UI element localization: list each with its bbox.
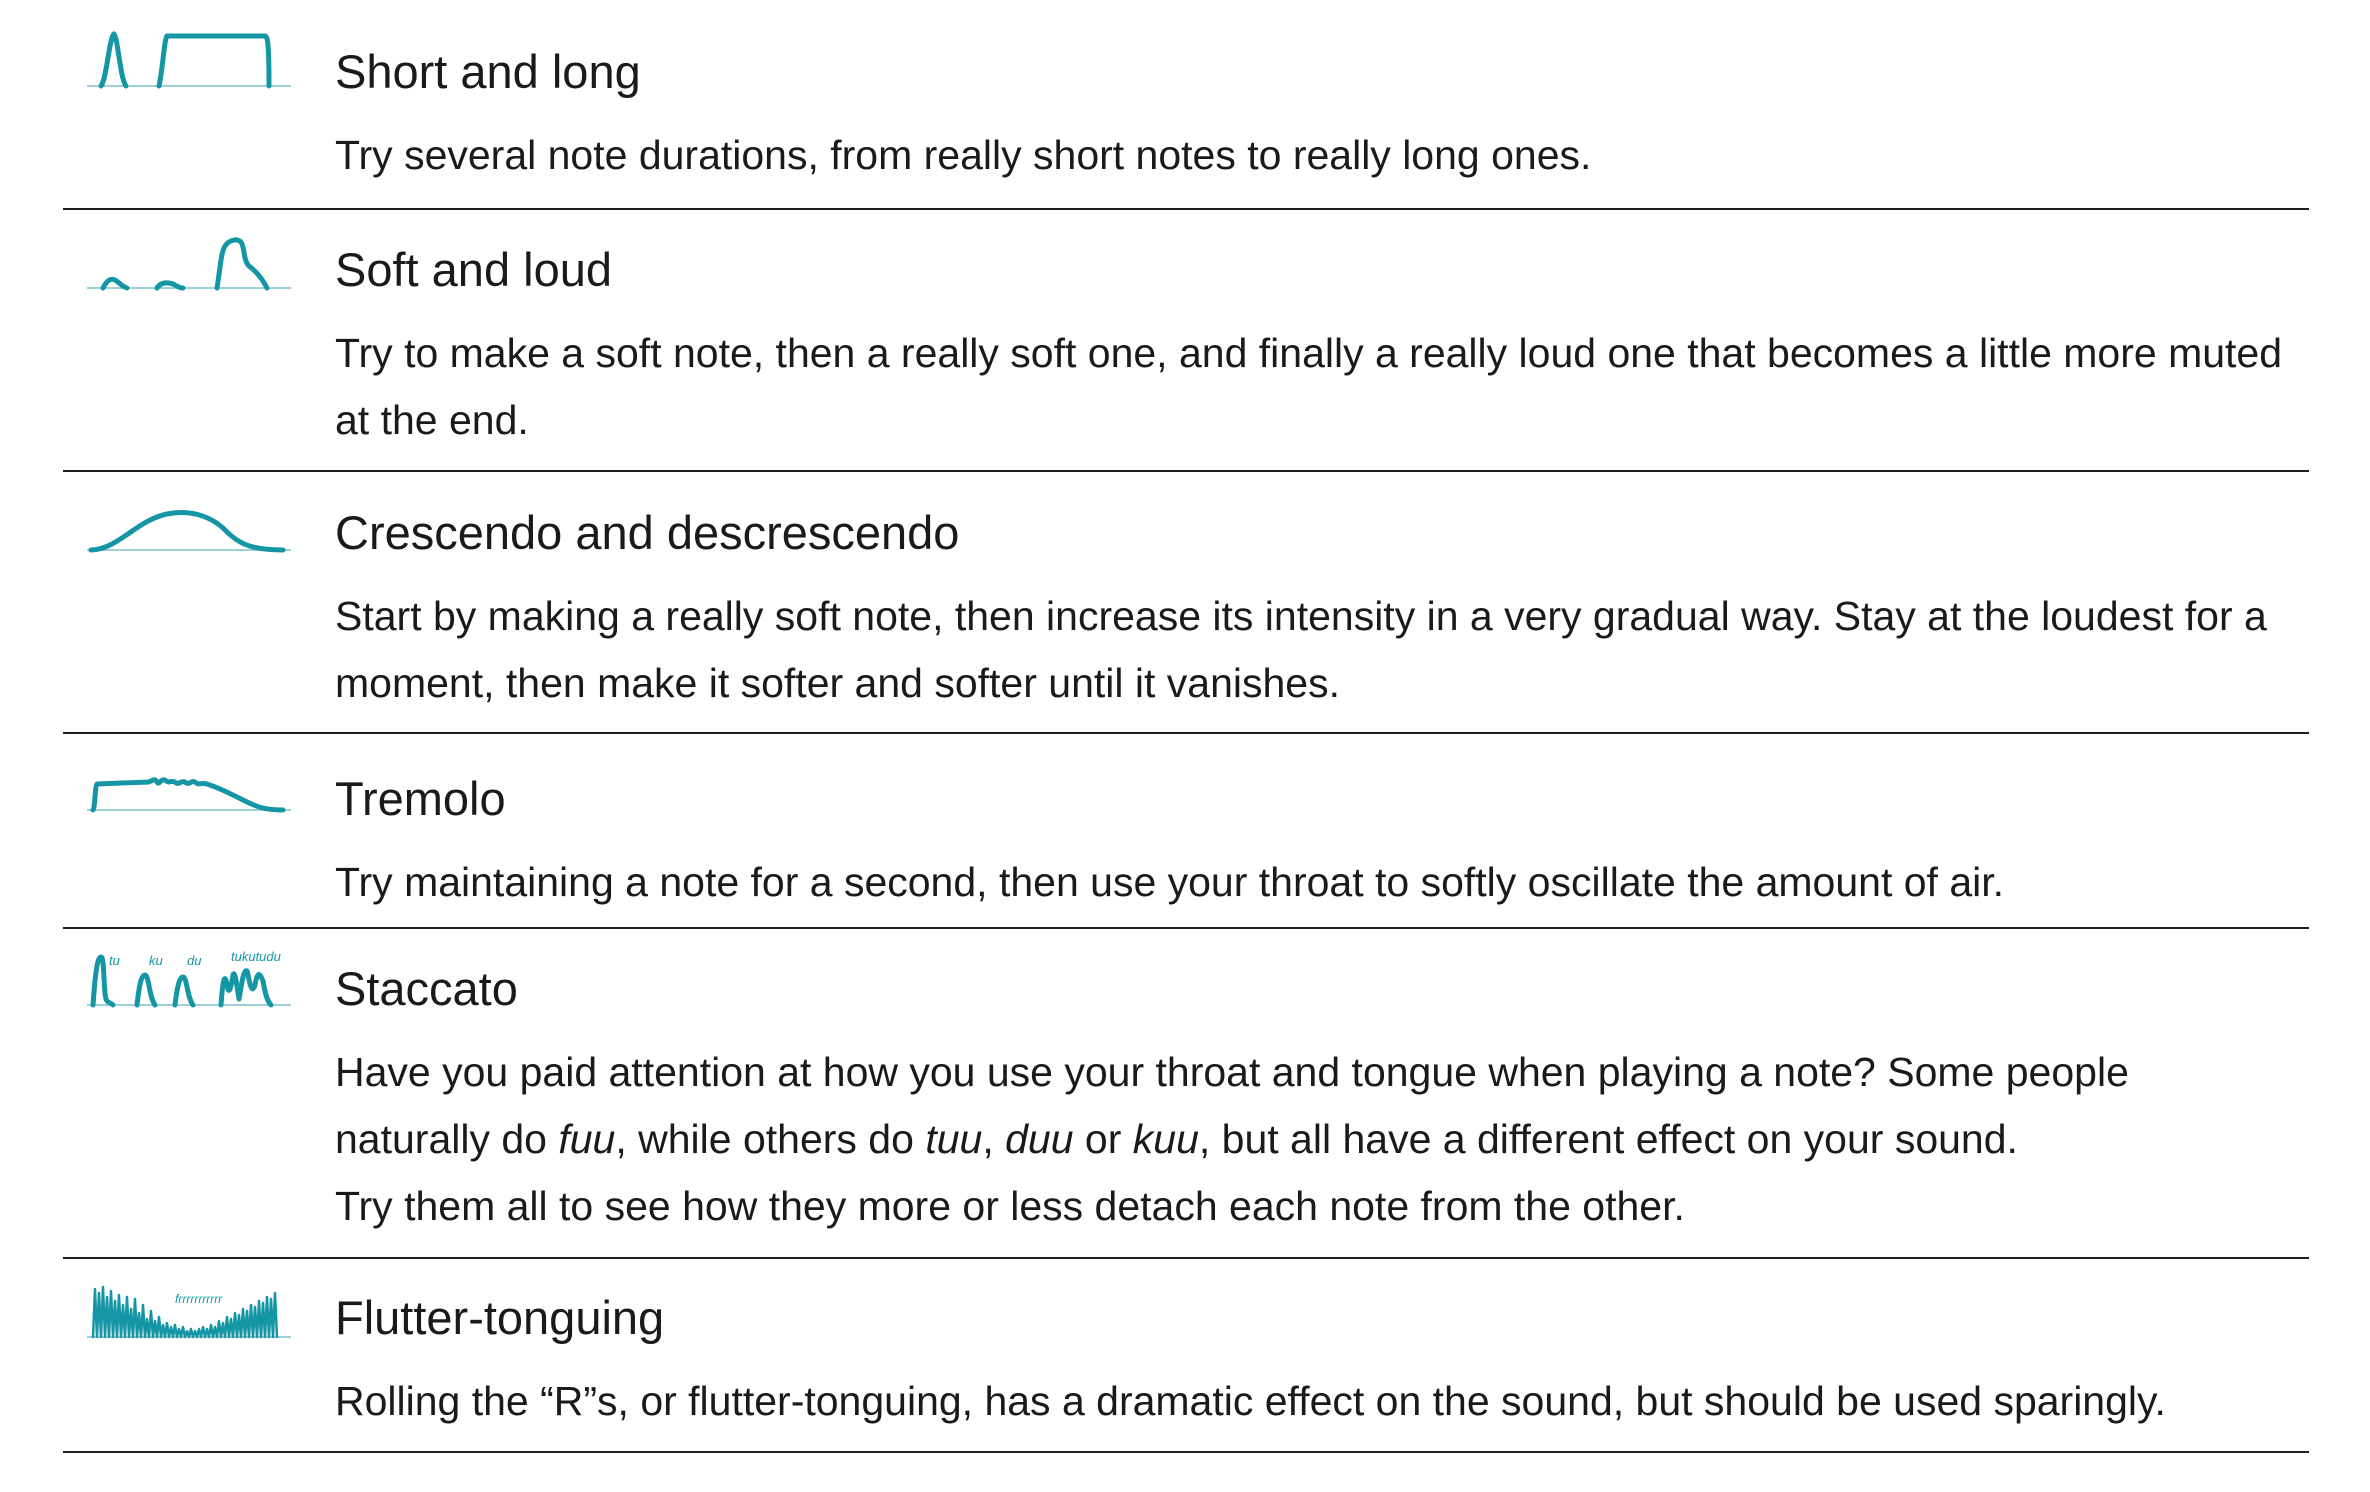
technique-row-soft-loud xyxy=(63,210,2309,472)
technique-title: Soft and loud xyxy=(335,243,612,296)
technique-row-flutter xyxy=(63,1259,2309,1453)
technique-row-tremolo xyxy=(63,734,2309,929)
tremolo-envelope-icon xyxy=(87,752,291,812)
soft-loud-envelope-icon xyxy=(87,230,291,290)
technique-title: Tremolo xyxy=(335,772,506,825)
technique-description: Rolling the “R”s, or flutter-tonguing, has a dramatic effect on the sound, but should be used sparingly. xyxy=(335,1378,2166,1424)
crescendo-envelope-icon xyxy=(87,492,291,552)
syllable-label: ku xyxy=(149,953,163,968)
technique-title: Short and long xyxy=(335,45,641,98)
technique-list xyxy=(63,0,2309,1453)
technique-row-short-long xyxy=(63,0,2309,210)
technique-row-staccato xyxy=(63,929,2309,1259)
technique-row-crescendo xyxy=(63,472,2309,734)
short-long-envelope-icon xyxy=(87,28,291,88)
technique-title: Staccato xyxy=(335,962,518,1015)
flutter-label: frrrrrrrrrrr xyxy=(175,1292,223,1306)
syllable-label: tu xyxy=(109,953,120,968)
technique-description: Try to make a soft note, then a really soft one, and finally a really loud one that becomes a little more muted at the end. xyxy=(335,330,2283,443)
technique-description: Try maintaining a note for a second, then use your throat to softly oscillate the amount of air. xyxy=(335,859,2005,905)
syllable-tuu: tuu xyxy=(925,1116,983,1162)
syllable-kuu: kuu xyxy=(1132,1116,1199,1162)
syllable-label: du xyxy=(187,953,202,968)
technique-title: Flutter-tonguing xyxy=(335,1291,665,1344)
syllable-duu: duu xyxy=(1005,1116,1074,1162)
technique-description: Start by making a really soft note, then increase its intensity in a very gradual way. Stay at the loudest for a moment, then make it softer and softer until it vanishes. xyxy=(335,593,2267,706)
syllable-label: tukutudu xyxy=(231,949,281,964)
technique-title: Crescendo and descrescendo xyxy=(335,506,960,559)
staccato-envelope-icon xyxy=(87,947,291,1007)
technique-description: Try several note durations, from really short notes to really long ones. xyxy=(335,132,1592,178)
technique-description: Have you paid attention at how you use your throat and tongue when playing a note? Some people naturally do fuu, while others do tuu, duu or kuu, but all have a different effect on your sound. Try them all to see how they more or less detach each note from the other. xyxy=(335,1049,2129,1229)
syllable-fuu: fuu xyxy=(558,1116,616,1162)
flutter-envelope-icon xyxy=(87,1279,291,1339)
